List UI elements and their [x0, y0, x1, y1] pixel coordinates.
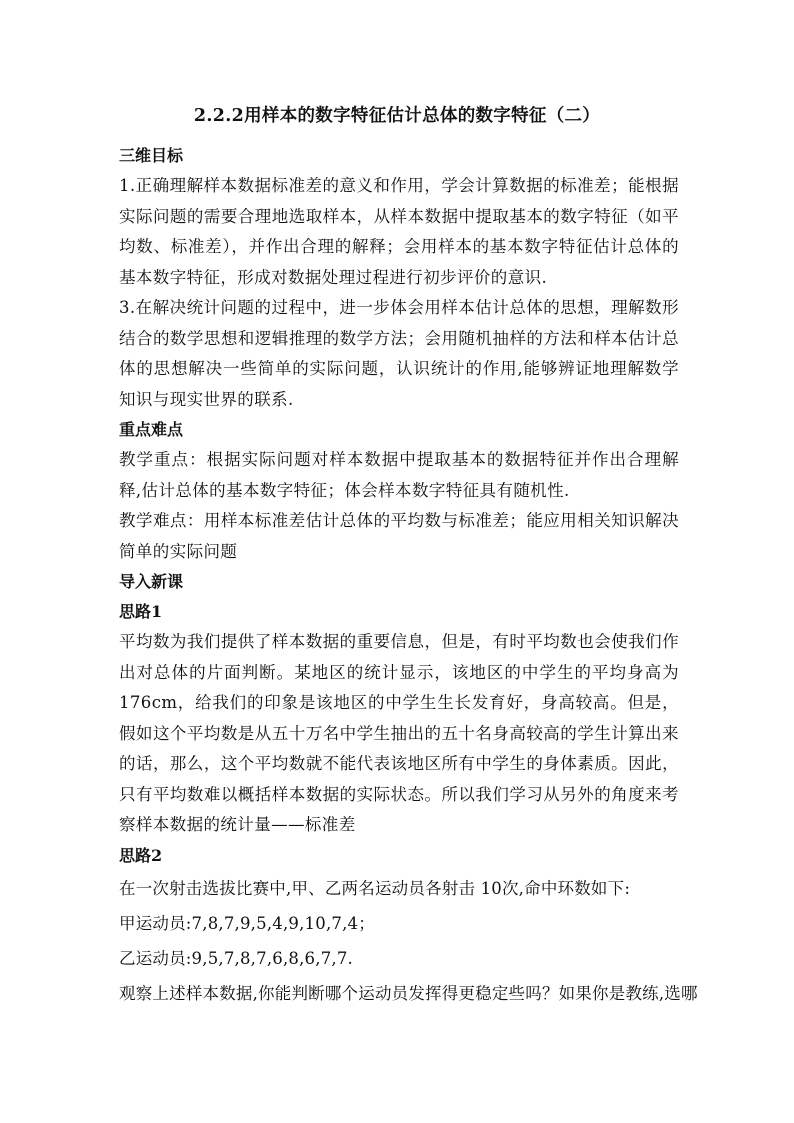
teaching-difficulty-paragraph: 教学难点：用样本标准差估计总体的平均数与标准差；能应用相关知识解决简单的实际问题: [119, 511, 679, 561]
document-body: [119, 141, 698, 1014]
idea-2-line-1: 在一次射击选拔比赛中,甲、乙两名运动员各射击 10次,命中环数如下:: [119, 878, 631, 898]
idea-1-heading: 思路1: [119, 602, 163, 621]
intro-heading: 导入新课: [119, 572, 184, 591]
key-points-heading: 重点难点: [119, 420, 184, 439]
idea-2-heading: 思路2: [119, 845, 163, 865]
athlete-a-scores: 甲运动员:7,8,7,9,5,4,9,10,7,4；: [119, 913, 375, 933]
idea-1-paragraph: 平均数为我们提供了样本数据的重要信息，但是，有时平均数也会使我们作出对总体的片面判断。某地区的统计显示，该地区的中学生的平均身高为176cm，给我们的印象是该地区的中学生生长发育好，身高较高。但是，假如这个平均数是从五十万名中学生抽出的五十名身高较高的学生计算出来的话，那么，这个平均数就不能代表该地区所有中学生的身体素质。因此，只有平均数难以概括样本数据的实际状态。所以我们学习从另外的角度来考察样本数据的统计量——标准差: [119, 632, 679, 834]
goal-1-paragraph: 1.正确理解样本数据标准差的意义和作用，学会计算数据的标准差；能根据实际问题的需要合理地选取样本，从样本数据中提取基本的数字特征（如平均数、标准差），并作出合理的解释；会用样本的基本数字特征估计总体的基本数字特征，形成对数据处理过程进行初步评价的意识.: [119, 176, 679, 287]
teaching-key-paragraph: 教学重点：根据实际问题对样本数据中提取基本的数据特征并作出合理解释,估计总体的基本数字特征；体会样本数字特征具有随机性.: [119, 450, 679, 500]
athlete-b-scores: 乙运动员:9,5,7,8,7,6,8,6,7,7.: [119, 948, 353, 968]
goals-heading: 三维目标: [119, 146, 184, 165]
idea-2-question: 观察上述样本数据,你能判断哪个运动员发挥得更稳定些吗？如果你是教练,选哪: [119, 983, 698, 1003]
page-title: 2.2.2用样本的数字特征估计总体的数字特征（二）: [193, 106, 601, 126]
goal-3-paragraph: 3.在解决统计问题的过程中，进一步体会用样本估计总体的思想，理解数形结合的数学思想和逻辑推理的数学方法；会用随机抽样的方法和样本估计总体的思想解决一些简单的实际问题，认识统计的作用,能够辨证地理解数学知识与现实世界的联系.: [119, 298, 679, 409]
